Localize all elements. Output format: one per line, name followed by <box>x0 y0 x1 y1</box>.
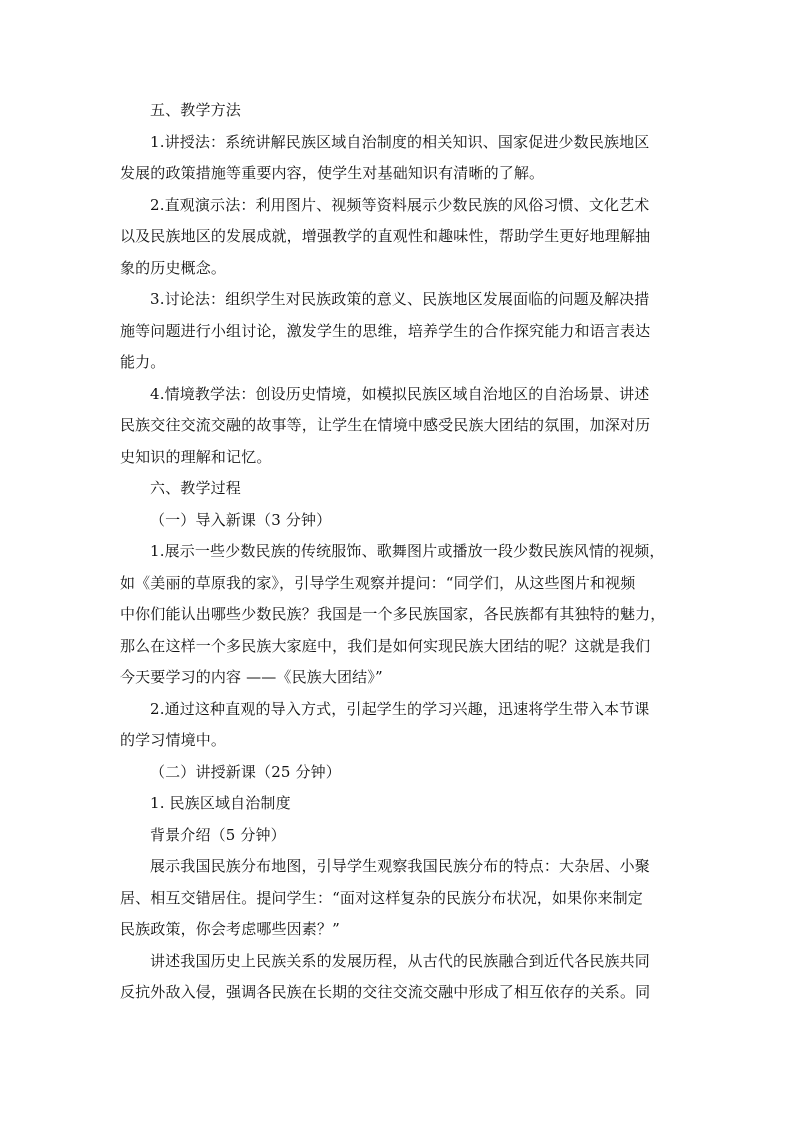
paragraph-line: 讲述我国历史上民族关系的发展历程，从古代的民族融合到近代各民族共同 <box>150 951 650 970</box>
paragraph-line: 2.通过这种直观的导入方式，引起学生的学习兴趣，迅速将学生带入本节课 <box>150 699 650 718</box>
topic-heading: 1. 民族区域自治制度 <box>150 794 291 812</box>
paragraph-line: 施等问题进行小组讨论，激发学生的思维，培养学生的合作探究能力和语言表达 <box>120 321 651 340</box>
paragraph-line: 反抗外敌入侵，强调各民族在长期的交往交流交融中形成了相互依存的关系。同 <box>120 983 651 1001</box>
subsection-heading-new-lesson: （二）讲授新课（25 分钟） <box>150 762 341 781</box>
paragraph-line: 居、相互交错居住。提问学生：“面对这样复杂的民族分布状况，如果你来制定 <box>120 888 643 907</box>
paragraph-line: 象的历史概念。 <box>120 258 227 277</box>
paragraph-line: 今天要学习的内容 ——《民族大团结》” <box>120 668 383 686</box>
paragraph-line: 以及民族地区的发展成就，增强教学的直观性和趣味性，帮助学生更好地理解抽 <box>120 227 651 245</box>
paragraph-line: 1.展示一些少数民族的传统服饰、歌舞图片或播放一段少数民族风情的视频， <box>150 542 665 560</box>
paragraph-line: 1.讲授法：系统讲解民族区域自治制度的相关知识、国家促进少数民族地区 <box>150 132 650 151</box>
section-heading-teaching-methods: 五、教学方法 <box>150 101 241 119</box>
paragraph-line: 如《美丽的草原我的家》，引导学生观察并提问：“同学们，从这些图片和视频 <box>120 573 636 592</box>
paragraph-line: 中你们能认出哪些少数民族？我国是一个多民族国家，各民族都有其独特的魅力， <box>120 605 666 623</box>
document-body <box>120 95 676 1009</box>
paragraph-line: 展示我国民族分布地图，引导学生观察我国民族分布的特点：大杂居、小聚 <box>150 857 650 875</box>
topic-subheading: 背景介绍（5 分钟） <box>150 825 286 844</box>
paragraph-line: 发展的政策措施等重要内容，使学生对基础知识有清晰的了解。 <box>120 164 545 182</box>
paragraph-line: 能力。 <box>120 353 166 371</box>
paragraph-line: 那么在这样一个多民族大家庭中，我们是如何实现民族大团结的呢？这就是我们 <box>120 636 651 655</box>
paragraph-line: 民族交往交流交融的故事等，让学生在情境中感受民族大团结的氛围，加深对历 <box>120 416 651 434</box>
paragraph-line: 史知识的理解和记忆。 <box>120 447 272 466</box>
paragraph-line: 3.讨论法：组织学生对民族政策的意义、民族地区发展面临的问题及解决措 <box>150 290 650 308</box>
paragraph-line: 2.直观演示法：利用图片、视频等资料展示少数民族的风俗习惯、文化艺术 <box>150 195 650 214</box>
section-heading-teaching-process: 六、教学过程 <box>150 479 241 497</box>
paragraph-line: 民族政策，你会考虑哪些因素？” <box>120 920 340 938</box>
paragraph-line: 的学习情境中。 <box>120 731 227 749</box>
paragraph-line: 4.情境教学法：创设历史情境，如模拟民族区域自治地区的自治场景、讲述 <box>150 384 650 403</box>
subsection-heading-intro: （一）导入新课（3 分钟） <box>150 510 332 529</box>
